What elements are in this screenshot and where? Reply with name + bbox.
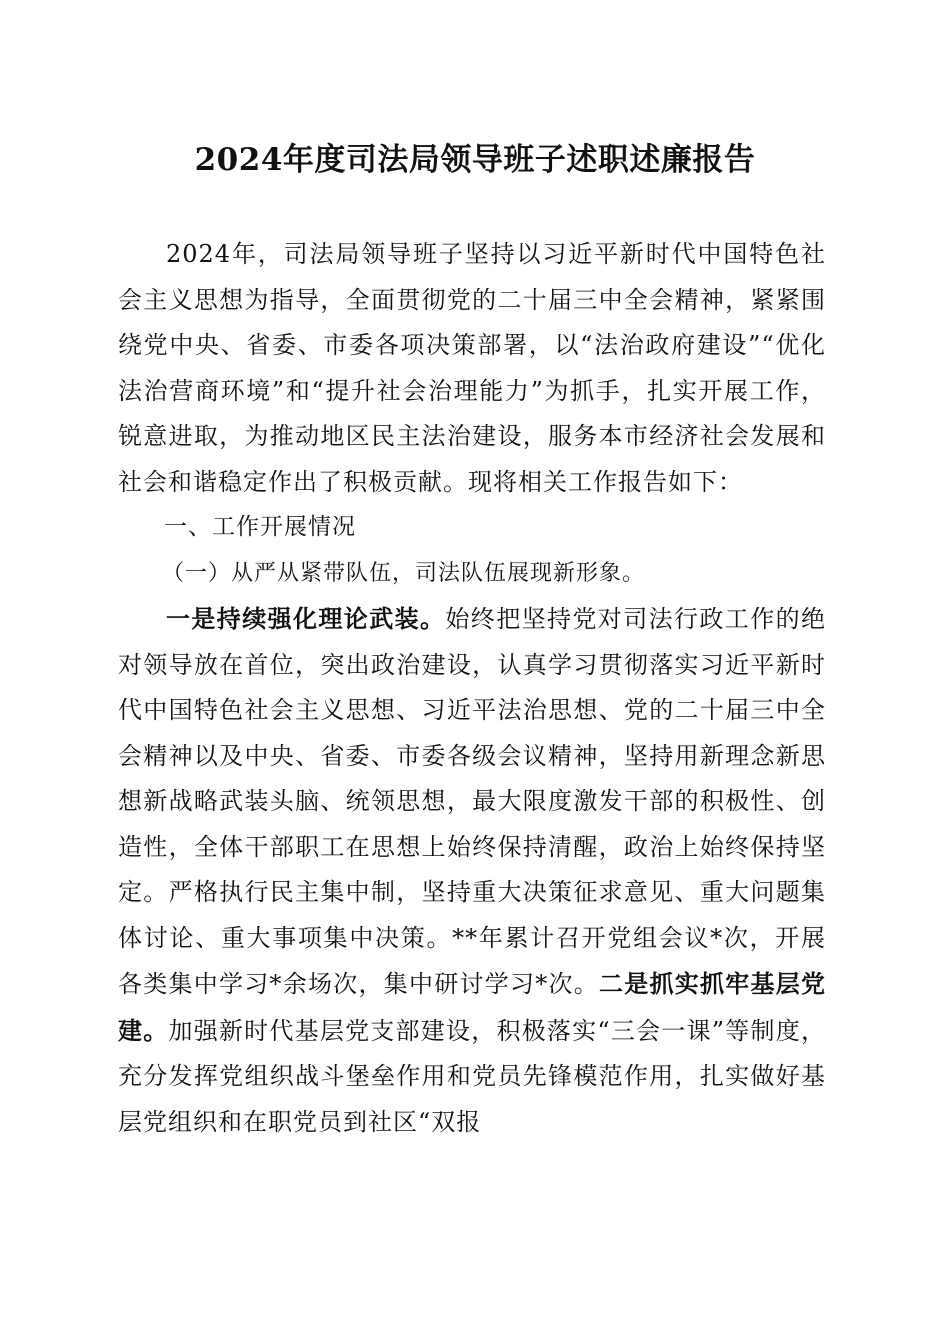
paragraph-lead: 一是持续强化理论武装。 (166, 604, 446, 633)
section-heading: 一、工作开展情况 (164, 514, 356, 540)
subsection-heading: （一）从严从紧带队伍，司法队伍展现新形象。 (162, 560, 646, 586)
intro-paragraph: 2024年，司法局领导班子坚持以习近平新时代中国特色社会主义思想为指导，全面贯彻党的二十届三中全会精神，紧紧围绕党中央、省委、市委各项决策部署，以“法治政府建设”“优化法治营商环境”和“提升社会治理能力”为抓手，扎实开展工作，锐意进取，为推动地区民主法治建设，服务本市经济社会发展和社会和谐稳定作出了积极贡献。现将相关工作报告如下： (118, 240, 826, 496)
paragraph-text: 始终把坚持党对司法行政工作的绝对领导放在首位，突出政治建设，认真学习贯彻落实习近平新时代中国特色社会主义思想、习近平法治思想、党的二十届三中全会精神以及中央、省委、市委各级会议精神，坚持用新理念新思想新战略武装头脑、统领思想，最大限度激发干部的积极性、创造性，全体干部职工在思想上始终保持清醒，政治上始终保持坚定。严格执行民主集中制，坚持重大决策征求意见、重大问题集体讨论、重大事项集中决策。**年累计召开党组会议*次，开展各类集中学习*余场次，集中研讨学习*次。 (118, 605, 827, 998)
document-body (118, 232, 826, 1145)
paragraph-lead: 二是抓实抓牢基层党建。 (118, 969, 826, 1045)
paragraph-text: 加强新时代基层党支部建设，积极落实“三会一课”等制度，充分发挥党组织战斗堡垒作用和党员先锋模范作用，扎实做好基层党组织和在职党员到社区“双报 (118, 1016, 826, 1136)
body-paragraph (118, 596, 826, 1145)
document-title: 2024年度司法局领导班子述职述廉报告 (194, 142, 756, 178)
